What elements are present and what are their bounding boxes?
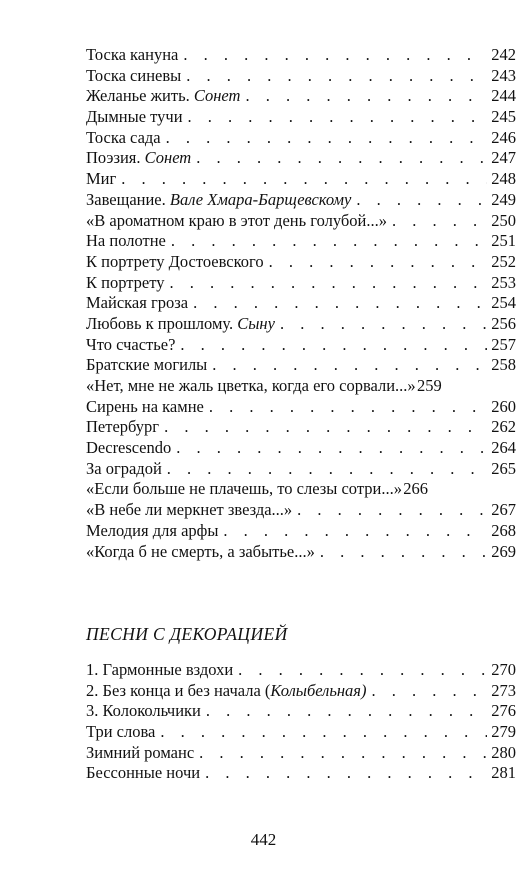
- toc-entry-title: [86, 479, 402, 500]
- toc-entry-main-title: Мелодия для арфы: [86, 520, 219, 540]
- dot-leader: [171, 438, 487, 459]
- toc-entry-title: [86, 459, 162, 480]
- toc-entry-main-title: Поэзия.: [86, 148, 141, 168]
- dot-leader: [387, 211, 487, 232]
- toc-entry-page: 246: [491, 127, 516, 147]
- toc-entry-page: 243: [491, 65, 516, 85]
- toc-entry-title: [86, 148, 191, 169]
- dot-leader: [240, 86, 487, 107]
- dot-leader: [183, 107, 487, 128]
- toc-entry: [86, 681, 516, 702]
- toc-entry-page: 244: [491, 86, 516, 106]
- toc-entry-page: 265: [491, 458, 516, 478]
- dot-leader: [155, 722, 487, 743]
- dot-leader: [233, 660, 487, 681]
- toc-entry-title: [86, 45, 178, 66]
- toc-entry: [86, 459, 516, 480]
- toc-entry: [86, 438, 516, 459]
- toc-entry-title: [86, 521, 218, 542]
- toc-entry-main-title: На полотне: [86, 231, 166, 251]
- toc-entry-main-title: Тоска кануна: [86, 45, 179, 64]
- toc-entry-page: 273: [491, 680, 516, 700]
- toc-entry-page: 269: [491, 541, 516, 561]
- toc-entry-main-title: Завещание.: [86, 189, 166, 209]
- dot-leader: [200, 763, 487, 784]
- page-number: 442: [250, 830, 277, 849]
- dot-leader: [161, 128, 487, 149]
- toc-entry: [86, 314, 516, 335]
- dot-leader: [207, 355, 487, 376]
- toc-entry: [86, 417, 516, 438]
- toc-entry-main-title: «Когда б не смерть, а забытье...»: [86, 541, 315, 561]
- toc-entry: [86, 107, 516, 128]
- toc-entry: [86, 701, 516, 722]
- toc-entry-page: 250: [491, 210, 516, 230]
- toc-entry-main-title: Братские могилы: [86, 355, 208, 375]
- toc-entry-title: [86, 107, 183, 128]
- toc-entry-dedication: Колыбельная): [270, 680, 367, 700]
- toc-entry-title: [86, 335, 175, 356]
- toc-entry: [86, 273, 516, 294]
- toc-entry-main-title: Петербург: [86, 417, 160, 437]
- toc-entry-main-title: «В ароматном краю в этот день голубой...»: [86, 210, 388, 230]
- toc-entry-title: [86, 701, 201, 722]
- toc-entry: [86, 231, 516, 252]
- toc-entry-dedication: Вале Хмара-Барщевскому: [169, 189, 352, 209]
- toc-entry-main-title: Зимний романс: [86, 742, 195, 762]
- dot-leader: [188, 293, 487, 314]
- dot-leader: [204, 397, 487, 418]
- dot-leader: [162, 459, 487, 480]
- toc-entry-main-title: 1. Гармонные вздохи: [86, 660, 234, 679]
- dot-leader: [116, 169, 487, 190]
- toc-entry-title: [86, 273, 164, 294]
- toc-entry-page: 259: [416, 376, 442, 395]
- toc-entry-page: 247: [491, 148, 516, 168]
- dot-leader: [315, 542, 487, 563]
- toc-entry-title: [86, 211, 387, 232]
- dot-leader: [164, 273, 487, 294]
- toc-entry: [86, 293, 516, 314]
- toc-entry: [86, 376, 516, 397]
- toc-entry: [86, 190, 516, 211]
- toc-entry: [86, 335, 516, 356]
- toc-entry: [86, 86, 516, 107]
- toc-entry-page: 258: [491, 355, 516, 375]
- toc-entry: [86, 252, 516, 273]
- toc-list-songs: [86, 660, 516, 784]
- dot-leader: [366, 681, 487, 702]
- toc-entry-title: [86, 293, 188, 314]
- toc-entry: [86, 128, 516, 149]
- toc-entry-title: [86, 169, 116, 190]
- dot-leader: [175, 335, 487, 356]
- dot-leader: [292, 500, 487, 521]
- toc-entry-title: [86, 128, 161, 149]
- toc-entry-title: [86, 86, 240, 107]
- toc-entry: [86, 479, 516, 500]
- toc-entry-dedication: Сонет: [144, 148, 192, 168]
- toc-entry-page: 260: [491, 396, 516, 416]
- toc-list-poems: [86, 45, 516, 562]
- toc-entry-title: [86, 376, 416, 397]
- dot-leader: [201, 701, 487, 722]
- toc-entry-title: [86, 542, 315, 563]
- toc-entry-title: [86, 190, 351, 211]
- toc-entry-title: [86, 500, 292, 521]
- dot-leader: [159, 417, 487, 438]
- toc-entry-title: [86, 252, 264, 273]
- toc-entry-title: [86, 66, 181, 87]
- toc-entry-page: 248: [491, 169, 516, 189]
- toc-entry-page: 256: [491, 313, 516, 333]
- toc-entry-title: [86, 763, 200, 784]
- toc-entry: [86, 355, 516, 376]
- toc-entry-title: [86, 722, 155, 743]
- toc-entry-main-title: Три слова: [86, 722, 156, 742]
- toc-entry-main-title: Миг: [86, 169, 117, 189]
- toc-entry-main-title: К портрету Достоевского: [86, 251, 264, 271]
- toc-entry-main-title: За оградой: [86, 458, 162, 478]
- toc-entry-page: 281: [491, 763, 516, 783]
- toc-entry: [86, 660, 516, 681]
- dot-leader: [191, 148, 487, 169]
- toc-entry: [86, 45, 516, 66]
- toc-entry-title: [86, 438, 171, 459]
- toc-entry-main-title: 2. Без конца и без начала (: [86, 680, 271, 700]
- toc-entry-main-title: Тоска синевы: [86, 65, 182, 85]
- toc-entry-title: [86, 231, 166, 252]
- toc-entry-page: 242: [491, 45, 516, 64]
- toc-entry-main-title: Что счастье?: [86, 334, 176, 354]
- toc-entry: [86, 169, 516, 190]
- toc-entry-page: 270: [491, 660, 516, 679]
- toc-entry: [86, 66, 516, 87]
- dot-leader: [218, 521, 487, 542]
- toc-entry-page: 245: [491, 107, 516, 127]
- toc-entry-main-title: Бессонные ночи: [86, 763, 201, 783]
- toc-entry-page: 257: [491, 334, 516, 354]
- toc-entry: [86, 211, 516, 232]
- toc-entry-title: [86, 660, 233, 681]
- toc-entry-page: 262: [491, 417, 516, 437]
- toc-entry-main-title: Сирень на камне: [86, 396, 204, 416]
- toc-entry-main-title: Decrescendo: [86, 438, 172, 458]
- toc-entry-title: [86, 681, 366, 702]
- toc-entry-page: 252: [491, 251, 516, 271]
- toc-entry-title: [86, 397, 204, 418]
- toc-entry: [86, 397, 516, 418]
- toc-entry-title: [86, 417, 159, 438]
- toc-entry-page: 268: [491, 520, 516, 540]
- toc-entry: [86, 763, 516, 784]
- toc-entry-main-title: «Если больше не плачешь, то слезы сотри...»: [86, 479, 402, 499]
- toc-entry-dedication: Сыну: [237, 313, 275, 333]
- toc-entry-main-title: Тоска сада: [86, 127, 161, 147]
- toc-entry-title: [86, 355, 207, 376]
- toc-entry-page: 266: [403, 479, 428, 499]
- toc-entry-page: 249: [491, 189, 516, 209]
- toc-entry-title: [86, 743, 194, 764]
- toc-entry-page: 279: [491, 722, 516, 742]
- dot-leader: [264, 252, 487, 273]
- toc-entry-page: 267: [491, 500, 516, 520]
- toc-entry-main-title: Любовь к прошлому.: [86, 313, 234, 333]
- toc-entry-main-title: Майская гроза: [86, 293, 189, 313]
- toc-entry-main-title: «Нет, мне не жаль цветка, когда его сорвали...»: [86, 376, 416, 395]
- toc-entry-main-title: Дымные тучи: [86, 107, 183, 127]
- section-heading: ПЕСНИ С ДЕКОРАЦИЕЙ: [86, 624, 288, 644]
- dot-leader: [351, 190, 487, 211]
- toc-entry: [86, 500, 516, 521]
- toc-entry-dedication: Сонет: [193, 86, 241, 106]
- toc-entry-main-title: К портрету: [86, 272, 165, 292]
- dot-leader: [181, 66, 487, 87]
- toc-entry-page: 276: [491, 701, 516, 721]
- toc-entry-main-title: «В небе ли меркнет звезда...»: [86, 500, 293, 520]
- toc-entry-page: 264: [491, 438, 516, 458]
- toc-entry-page: 253: [491, 272, 516, 292]
- toc-entry: [86, 542, 516, 563]
- toc-entry-main-title: Желанье жить.: [86, 86, 190, 106]
- toc-entry-title: [86, 314, 275, 335]
- dot-leader: [275, 314, 487, 335]
- toc-entry-main-title: 3. Колокольчики: [86, 701, 201, 721]
- toc-entry-page: 254: [491, 293, 516, 313]
- dot-leader: [166, 231, 487, 252]
- dot-leader: [178, 45, 487, 66]
- toc-entry: [86, 148, 516, 169]
- toc-entry-page: 251: [491, 231, 516, 251]
- dot-leader: [194, 743, 487, 764]
- toc-entry: [86, 722, 516, 743]
- toc-entry: [86, 521, 516, 542]
- toc-entry-page: 280: [491, 742, 516, 762]
- toc-entry: [86, 743, 516, 764]
